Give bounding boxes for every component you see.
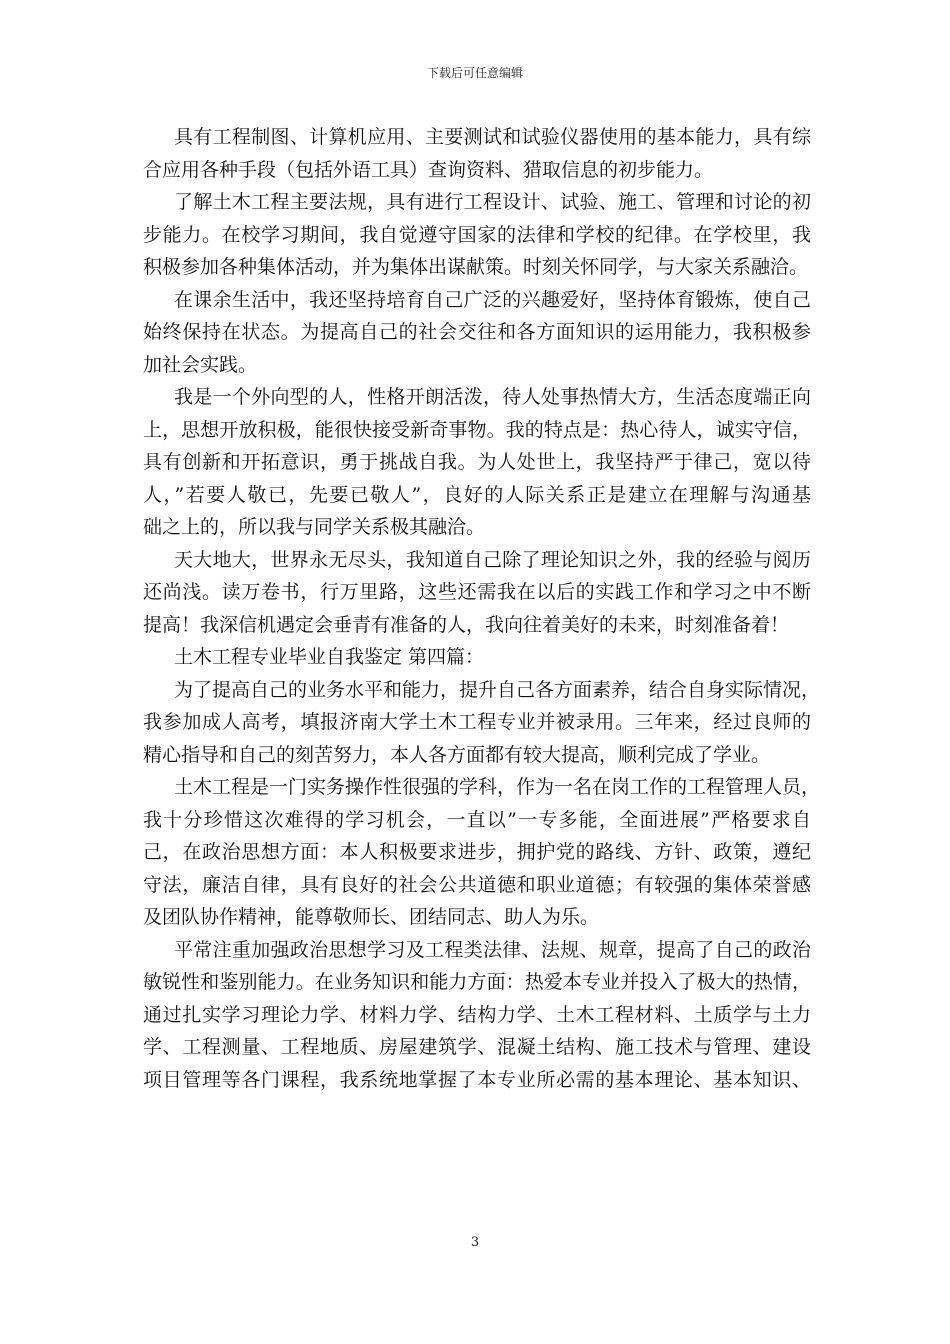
text-line: 具有工程制图、计算机应用、主要测试和试验仪器使用的基本能力，具有综 xyxy=(174,126,811,148)
text-line: 合应用各种手段（包括外语工具）查询资料、猎取信息的初步能力。 xyxy=(143,158,714,181)
text-line: 础之上的，所以我与同学关系极其融洽。 xyxy=(143,516,486,538)
text-line: 人，”若要人敬已，先要已敬人”，良好的人际关系正是建立在理解与沟通基 xyxy=(143,483,811,506)
text-line: 通过扎实学习理论力学、材料力学、结构力学、土木工程材料、土质学与土力 xyxy=(143,1003,811,1026)
text-line: 学、工程测量、工程地质、房屋建筑学、混凝土结构、施工技术与管理、建设 xyxy=(143,1036,811,1058)
text-line: 土木工程是一门实务操作性很强的学科，作为一名在岗工作的工程管理人员， xyxy=(174,776,821,798)
text-line: 上，思想开放积极，能很快接受新奇事物。我的特点是：热心待人，诚实守信， xyxy=(143,418,811,441)
page-header: 下载后可任意编辑 xyxy=(426,66,523,80)
text-line: 在课余生活中，我还坚持培育自己广泛的兴趣爱好，坚持体育锻炼，使自己 xyxy=(174,288,811,311)
text-line: 己，在政治思想方面：本人积极要求进步，拥护党的路线、方针、政策，遵纪 xyxy=(143,841,811,863)
text-line: 始终保持在状态。为提高自己的社会交往和各方面知识的运用能力，我积极参 xyxy=(143,321,811,343)
text-line: 为了提高自己的业务水平和能力，提升自己各方面素养，结合自身实际情况， xyxy=(174,678,821,701)
text-line: 还尚浅。读万卷书，行万里路，这些还需我在以后的实践工作和学习之中不断 xyxy=(143,581,811,603)
text-line: 敏锐性和鉴别能力。在业务知识和能力方面：热爱本专业并投入了极大的热情， xyxy=(143,971,811,993)
text-line: 项目管理等各门课程，我系统地掌握了本专业所必需的基本理论、基本知识、 xyxy=(143,1068,811,1091)
text-line: 精心指导和自己的刻苦努力，本人各方面都有较大提高，顺利完成了学业。 xyxy=(143,743,771,766)
section-heading: 土木工程专业毕业自我鉴定 第四篇： xyxy=(174,646,485,668)
text-line: 我十分珍惜这次难得的学习机会，一直以”一专多能，全面进展”严格要求自 xyxy=(143,808,811,831)
text-line: 具有创新和开拓意识，勇于挑战自我。为人处世上，我坚持严于律己，宽以待 xyxy=(143,451,811,473)
text-line: 及团队协作精神，能尊敬师长、团结同志、助人为乐。 xyxy=(143,906,600,928)
text-line: 天大地大，世界永无尽头，我知道自己除了理论知识之外，我的经验与阅历 xyxy=(174,548,811,571)
text-line: 我是一个外向型的人，性格开朗活泼，待人处事热情大方，生活态度端正向 xyxy=(174,386,811,408)
text-line: 积极参加各种集体活动，并为集体出谋献策。时刻关怀同学，与大家关系融洽。 xyxy=(143,256,809,278)
text-line: 守法，廉洁自律，具有良好的社会公共道德和职业道德；有较强的集体荣誉感 xyxy=(143,873,811,896)
text-line: 了解土木工程主要法规，具有进行工程设计、试验、施工、管理和讨论的初 xyxy=(174,191,811,213)
document-body xyxy=(143,121,821,1096)
text-line: 平常注重加强政治思想学习及工程类法律、法规、规章，提高了自己的政治 xyxy=(174,938,811,961)
text-line: 加社会实践。 xyxy=(143,353,258,376)
page-number: 3 xyxy=(470,1235,480,1250)
text-line: 提高！我深信机遇定会垂青有准备的人，我向往着美好的未来，时刻准备着！ xyxy=(143,613,790,636)
text-line: 步能力。在校学习期间，我自觉遵守国家的法律和学校的纪律。在学校里，我 xyxy=(143,223,811,246)
text-line: 我参加成人高考，填报济南大学土木工程专业并被录用。三年来，经过良师的 xyxy=(143,711,811,733)
